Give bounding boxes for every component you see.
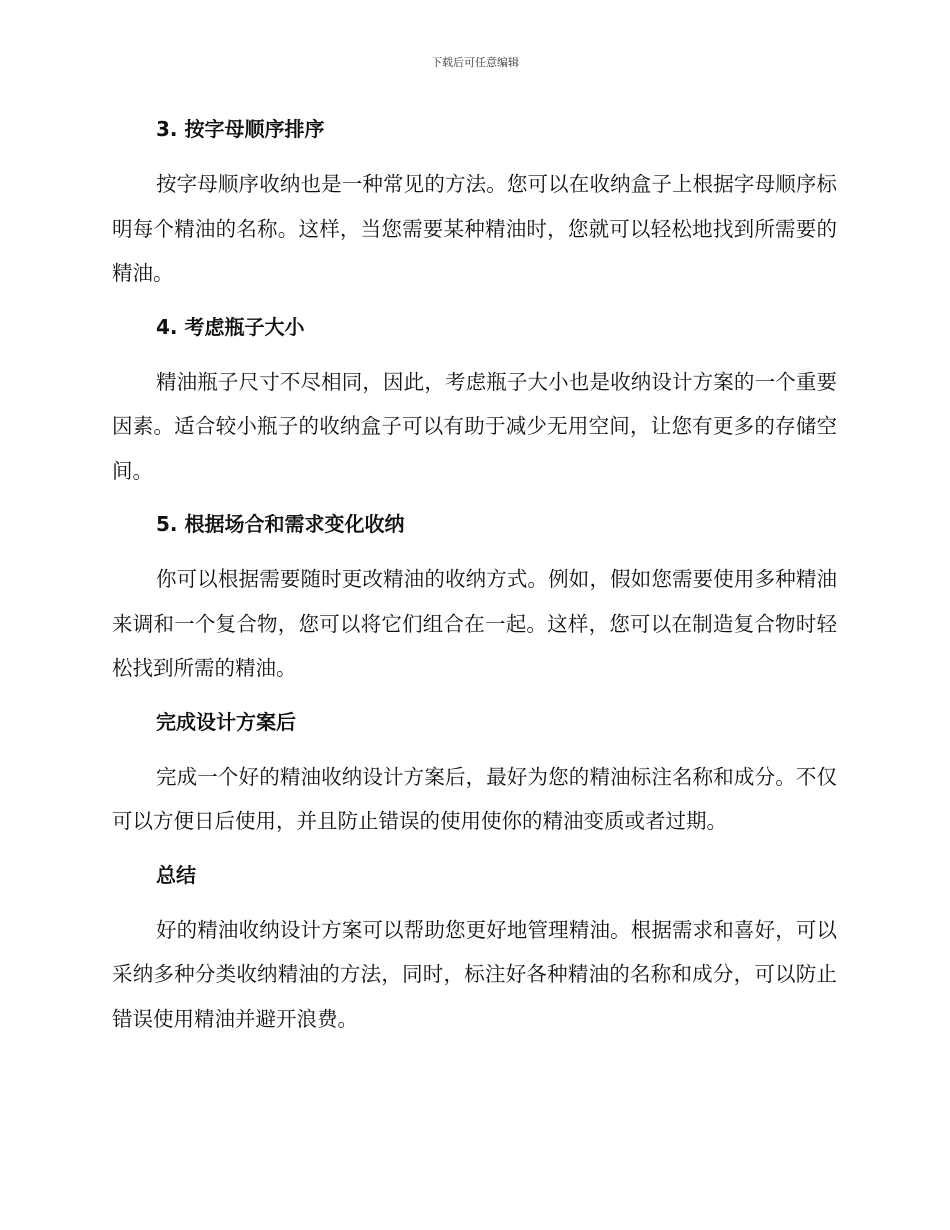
document-body xyxy=(112,108,837,1055)
section-heading-summary: 总结 xyxy=(156,862,196,887)
section-paragraph-occasion-needs: 你可以根据需要随时更改精油的收纳方式。例如，假如您需要使用多种精油来调和一个复合物，您可以将它们组合在一起。这样，您可以在制造复合物时轻松找到所需的精油。 xyxy=(112,567,837,680)
section-paragraph-bottle-size: 精油瓶子尺寸不尽相同，因此，考虑瓶子大小也是收纳设计方案的一个重要因素。适合较小瓶子的收纳盒子可以有助于减少无用空间，让您有更多的存储空间。 xyxy=(112,369,837,483)
section-heading-occasion-needs: 5. 根据场合和需求变化收纳 xyxy=(156,512,405,536)
section-paragraph-summary: 好的精油收纳设计方案可以帮助您更好地管理精油。根据需求和喜好，可以采纳多种分类收纳精油的方法，同时，标注好各种精油的名称和成分，可以防止错误使用精油并避开浪费。 xyxy=(112,917,837,1031)
section-paragraph-sort-alphabetical: 按字母顺序收纳也是一种常见的方法。您可以在收纳盒子上根据字母顺序标明每个精油的名称。这样，当您需要某种精油时，您就可以轻松地找到所需要的精油。 xyxy=(112,172,837,285)
section-heading-after-design: 完成设计方案后 xyxy=(156,709,296,734)
section-paragraph-after-design: 完成一个好的精油收纳设计方案后，最好为您的精油标注名称和成分。不仅可以方便日后使用，并且防止错误的使用使你的精油变质或者过期。 xyxy=(112,764,837,833)
header-note: 下载后可任意编辑 xyxy=(431,56,519,69)
section-heading-sort-alphabetical: 3. 按字母顺序排序 xyxy=(156,117,325,141)
section-heading-bottle-size: 4. 考虑瓶子大小 xyxy=(156,314,305,339)
